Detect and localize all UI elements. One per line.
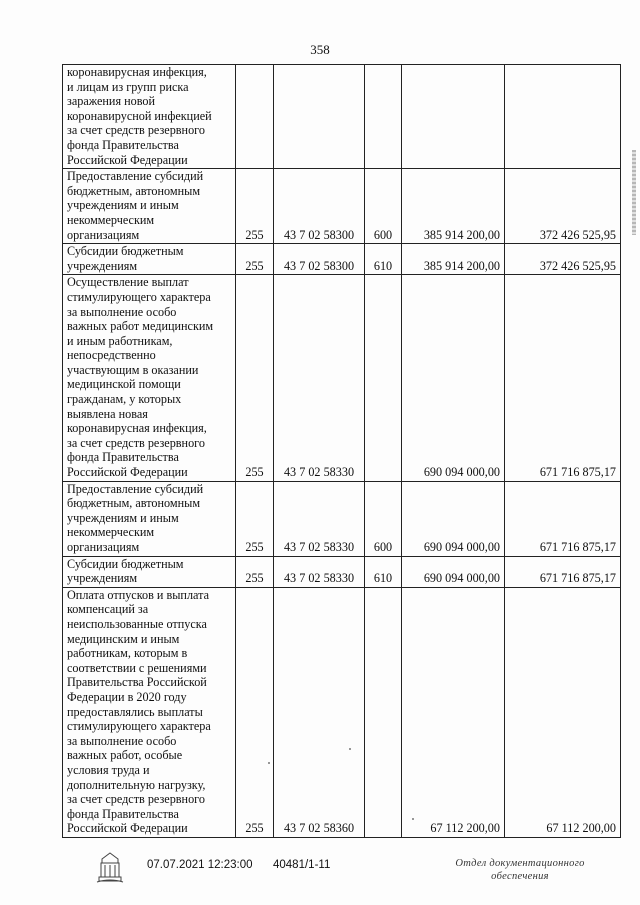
scan-speck bbox=[349, 748, 351, 750]
row-name-line: стимулирующего характера bbox=[67, 719, 211, 734]
footer-doc-number: 40481/1-11 bbox=[273, 859, 331, 871]
page-number: 358 bbox=[310, 42, 330, 57]
row-name-line: гражданам, у которых bbox=[67, 392, 182, 407]
row-name-line: медицинской помощи bbox=[67, 377, 181, 392]
row-name-line: Российской Федерации bbox=[67, 821, 188, 836]
row-name-line: компенсаций за bbox=[67, 602, 149, 617]
row-sum-2021-cell: 385 914 200,00 bbox=[402, 244, 505, 275]
row-name-cell bbox=[63, 481, 236, 556]
row-name-line: коронавирусной инфекцией bbox=[67, 108, 212, 123]
table-row bbox=[63, 275, 621, 481]
department-stamp-line2: обеспечения bbox=[491, 871, 549, 882]
row-name-cell bbox=[63, 556, 236, 587]
row-sum-2021-cell bbox=[402, 65, 505, 169]
page-footer bbox=[0, 857, 640, 897]
table-row bbox=[63, 244, 621, 275]
row-name-line: организациям bbox=[67, 227, 140, 242]
row-name-line: учреждениям и иным bbox=[67, 510, 179, 525]
row-rz-cell: 255 bbox=[236, 275, 274, 481]
row-name-line: за выполнение особо bbox=[67, 733, 177, 748]
row-name-line: медицинским и иным bbox=[67, 631, 180, 646]
row-csr-cell: 43 7 02 58330 bbox=[274, 481, 365, 556]
row-sum-executed-cell: 372 426 525,95 bbox=[505, 244, 621, 275]
row-name-line: выявлена новая bbox=[67, 406, 148, 421]
row-name-line: бюджетным, автономным bbox=[67, 496, 201, 511]
row-rz-cell bbox=[236, 65, 274, 169]
row-sum-2021-cell: 690 094 000,00 bbox=[402, 481, 505, 556]
row-name-line: Предоставление субсидий bbox=[67, 481, 204, 496]
row-csr-cell: 43 7 02 58330 bbox=[274, 275, 365, 481]
row-name-line: Осуществление выплат bbox=[67, 275, 189, 290]
row-name-line: за счет средств резервного bbox=[67, 123, 205, 138]
row-sum-2021-cell: 690 094 000,00 bbox=[402, 275, 505, 481]
row-name-line: заражения новой bbox=[67, 94, 155, 109]
row-csr-cell: 43 7 02 58300 bbox=[274, 169, 365, 244]
row-name-line: важных работ медицинским bbox=[67, 319, 214, 334]
row-name-line: некоммерческим bbox=[67, 525, 155, 540]
table-row bbox=[63, 587, 621, 837]
row-csr-cell: 43 7 02 58330 bbox=[274, 556, 365, 587]
row-sum-2021-cell: 385 914 200,00 bbox=[402, 169, 505, 244]
table-row bbox=[63, 65, 621, 169]
row-name-line: бюджетным, автономным bbox=[67, 183, 201, 198]
row-name-cell bbox=[63, 244, 236, 275]
row-name-cell bbox=[63, 275, 236, 481]
row-sum-2021-cell: 67 112 200,00 bbox=[402, 587, 505, 837]
row-sum-executed-cell: 372 426 525,95 bbox=[505, 169, 621, 244]
row-name-line: некоммерческим bbox=[67, 212, 155, 227]
row-vr-cell: 610 bbox=[365, 556, 402, 587]
row-csr-cell bbox=[274, 65, 365, 169]
department-stamp-line1: Отдел документационного bbox=[455, 858, 585, 869]
row-sum-executed-cell: 671 716 875,17 bbox=[505, 481, 621, 556]
row-name-line: учреждениям bbox=[67, 258, 138, 273]
row-rz-cell: 255 bbox=[236, 244, 274, 275]
row-name-line: Российской Федерации bbox=[67, 152, 188, 167]
row-sum-executed-cell: 67 112 200,00 bbox=[505, 587, 621, 837]
emblem-icon bbox=[96, 851, 124, 885]
row-name-line: Предоставление субсидий bbox=[67, 169, 204, 184]
row-vr-cell bbox=[365, 587, 402, 837]
row-name-line: и лицам из групп риска bbox=[67, 79, 189, 94]
row-name-line: Оплата отпусков и выплата bbox=[67, 587, 210, 602]
row-name-line: фонда Правительства bbox=[67, 137, 179, 152]
row-sum-executed-cell bbox=[505, 65, 621, 169]
row-name-line: коронавирусная инфекция, bbox=[67, 421, 207, 436]
row-rz-cell: 255 bbox=[236, 169, 274, 244]
scan-speck bbox=[412, 818, 414, 820]
row-name-line: учреждениям и иным bbox=[67, 198, 179, 213]
row-csr-cell: 43 7 02 58360 bbox=[274, 587, 365, 837]
row-name-line: предоставлялись выплаты bbox=[67, 704, 203, 719]
row-name-line: Субсидии бюджетным bbox=[67, 244, 184, 259]
row-rz-cell: 255 bbox=[236, 556, 274, 587]
footer-datetime: 07.07.2021 12:23:00 bbox=[147, 859, 253, 871]
row-vr-cell bbox=[365, 275, 402, 481]
row-name-cell bbox=[63, 169, 236, 244]
row-name-line: учреждениям bbox=[67, 571, 138, 586]
scan-speck bbox=[268, 762, 270, 764]
row-rz-cell: 255 bbox=[236, 587, 274, 837]
row-name-line: за счет средств резервного bbox=[67, 435, 205, 450]
row-rz-cell: 255 bbox=[236, 481, 274, 556]
department-stamp bbox=[440, 857, 600, 883]
row-name-line: за выполнение особо bbox=[67, 304, 177, 319]
row-name-line: условия труда и bbox=[67, 762, 150, 777]
table-row bbox=[63, 481, 621, 556]
row-name-cell bbox=[63, 65, 236, 169]
row-name-line: Субсидии бюджетным bbox=[67, 556, 184, 571]
row-name-line: коронавирусная инфекция, bbox=[67, 65, 207, 79]
row-name-line: за счет средств резервного bbox=[67, 792, 205, 807]
row-name-line: важных работ, особые bbox=[67, 748, 183, 763]
row-name-line: соответствии с решениями bbox=[67, 660, 207, 675]
row-sum-executed-cell: 671 716 875,17 bbox=[505, 556, 621, 587]
row-name-line: дополнительную нагрузку, bbox=[67, 777, 206, 792]
row-name-line: Российской Федерации bbox=[67, 465, 188, 480]
row-name-line: непосредственно bbox=[67, 348, 156, 363]
table-row bbox=[63, 169, 621, 244]
row-csr-cell: 43 7 02 58300 bbox=[274, 244, 365, 275]
row-name-line: Правительства Российской bbox=[67, 675, 207, 690]
row-name-line: стимулирующего характера bbox=[67, 289, 211, 304]
row-name-line: и иным работникам, bbox=[67, 333, 173, 348]
row-name-line: фонда Правительства bbox=[67, 806, 179, 821]
row-name-line: неиспользованные отпуска bbox=[67, 616, 207, 631]
row-name-cell bbox=[63, 587, 236, 837]
row-vr-cell: 600 bbox=[365, 481, 402, 556]
row-sum-executed-cell: 671 716 875,17 bbox=[505, 275, 621, 481]
row-name-line: фонда Правительства bbox=[67, 450, 179, 465]
row-name-line: организациям bbox=[67, 540, 140, 554]
table-row bbox=[63, 556, 621, 587]
row-vr-cell: 610 bbox=[365, 244, 402, 275]
row-sum-2021-cell: 690 094 000,00 bbox=[402, 556, 505, 587]
row-vr-cell: 600 bbox=[365, 169, 402, 244]
budget-table bbox=[62, 64, 621, 838]
row-name-line: работникам, которым в bbox=[67, 646, 188, 661]
row-name-line: Федерации в 2020 году bbox=[67, 689, 187, 704]
scan-edge-mark bbox=[632, 150, 636, 235]
row-name-line: участвующим в оказании bbox=[67, 362, 199, 377]
row-vr-cell bbox=[365, 65, 402, 169]
